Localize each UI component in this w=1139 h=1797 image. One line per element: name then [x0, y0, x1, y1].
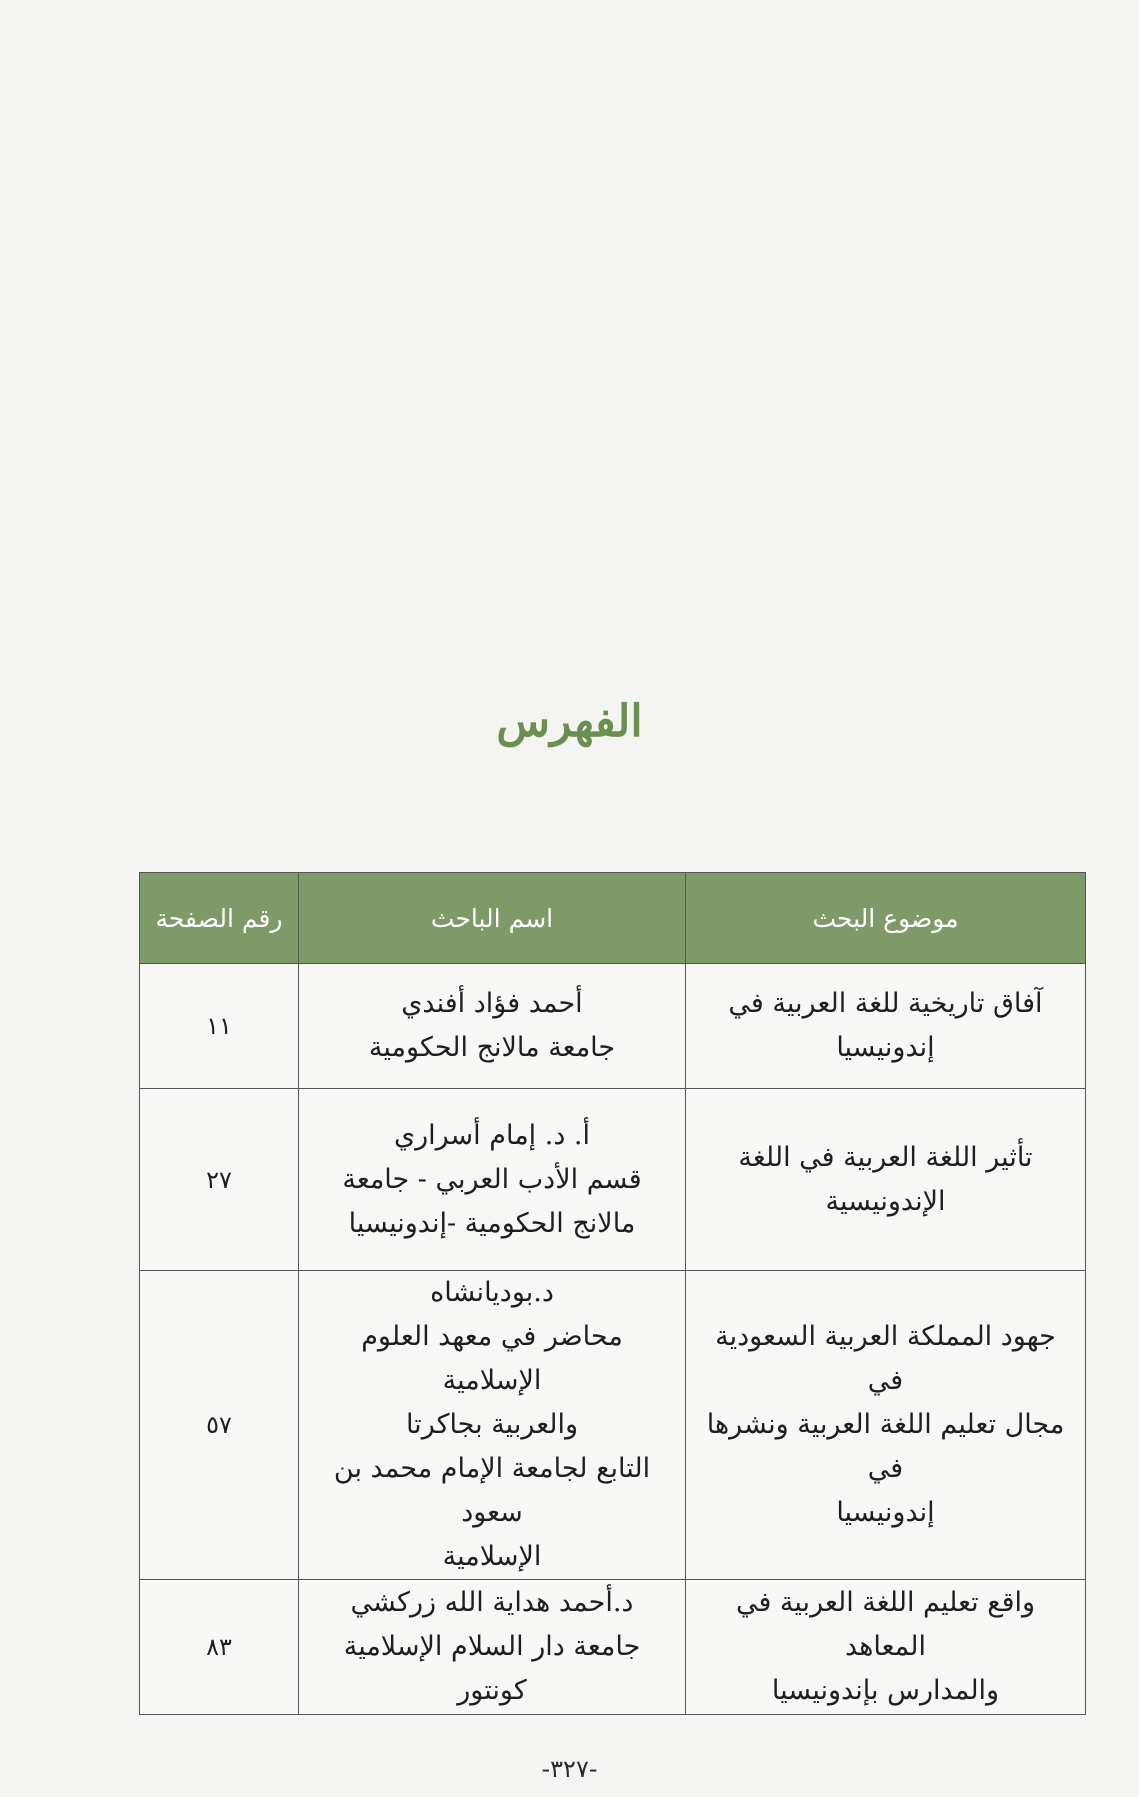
author-line: د.أحمد هداية الله زركشي	[350, 1587, 634, 1618]
author-line: التابع لجامعة الإمام محمد بن سعود	[333, 1453, 651, 1528]
table-row	[140, 1580, 1086, 1715]
topic-line: والمدارس بإندونيسيا	[771, 1675, 1000, 1706]
author-line: مالانج الحكومية -إندونيسيا	[348, 1207, 636, 1239]
author-line: أحمد فؤاد أفندي	[401, 988, 583, 1019]
table-header-row	[140, 873, 1086, 964]
author-line: جامعة مالانج الحكومية	[368, 1032, 616, 1063]
topic-line: واقع تعليم اللغة العربية في المعاهد	[735, 1587, 1036, 1662]
author-cell	[299, 1089, 686, 1271]
table-row	[140, 964, 1086, 1089]
page-cell: ١١	[140, 964, 299, 1089]
contents-table	[139, 872, 1086, 1715]
author-cell	[299, 1580, 686, 1715]
author-line: قسم الأدب العربي - جامعة	[342, 1163, 642, 1195]
author-line: محاضر في معهد العلوم الإسلامية	[361, 1321, 623, 1396]
header-author: اسم الباحث	[299, 873, 686, 964]
author-line: والعربية بجاكرتا	[405, 1409, 579, 1440]
topic-line: تأثير اللغة العربية في اللغة	[738, 1141, 1033, 1173]
page-cell: ٨٣	[140, 1580, 299, 1715]
table-row	[140, 1271, 1086, 1580]
topic-cell	[686, 1089, 1086, 1271]
table-row	[140, 1089, 1086, 1271]
author-line: جامعة دار السلام الإسلامية كونتور	[343, 1631, 641, 1706]
page-cell: ٢٧	[140, 1089, 299, 1271]
author-line: د.بوديانشاه	[430, 1277, 554, 1308]
topic-line: مجال تعليم اللغة العربية ونشرها في	[706, 1409, 1065, 1484]
header-page: رقم الصفحة	[140, 873, 299, 964]
page-cell: ٥٧	[140, 1271, 299, 1580]
topic-line: آفاق تاريخية للغة العربية في	[728, 988, 1043, 1019]
page-number: -٣٢٧-	[541, 1755, 598, 1783]
author-cell	[299, 1271, 686, 1580]
topic-line: الإندونيسية	[825, 1185, 946, 1217]
header-topic: موضوع البحث	[686, 873, 1086, 964]
author-line: أ. د. إمام أسراري	[393, 1119, 591, 1151]
page-title: الفهرس	[496, 696, 643, 747]
author-line: الإسلامية	[442, 1541, 542, 1572]
topic-cell	[686, 964, 1086, 1089]
topic-cell	[686, 1580, 1086, 1715]
topic-line: إندونيسيا	[836, 1497, 935, 1528]
author-cell	[299, 964, 686, 1089]
topic-line: إندونيسيا	[836, 1032, 935, 1063]
topic-cell	[686, 1271, 1086, 1580]
topic-line: جهود المملكة العربية السعودية في	[715, 1321, 1056, 1396]
